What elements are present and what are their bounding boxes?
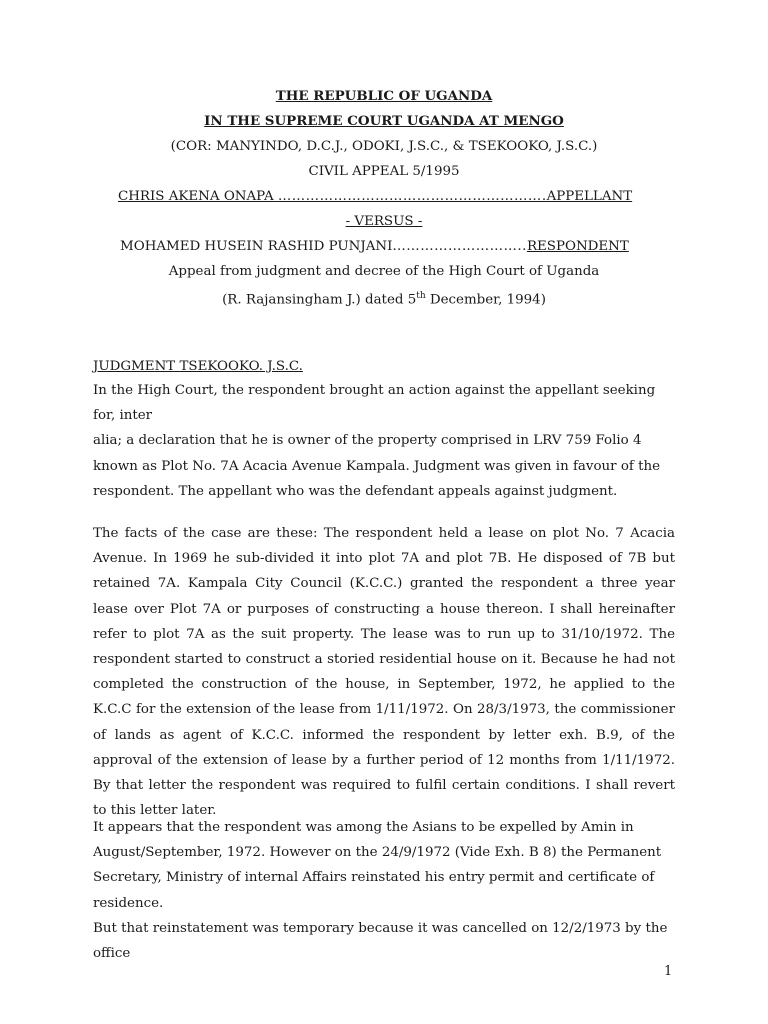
respondent-line [0,234,768,259]
appeal-from-text: Appeal from judgment and decree of the High Court of Uganda (R. Rajansingham J.) dated 5 [168,264,600,308]
respondent-name: MOHAMED HUSEIN RASHID PUNJANI [120,239,393,254]
page-number: 1 [664,964,673,979]
respondent-dots: ……………………….. [392,239,527,254]
appeal-from-note [160,259,608,312]
appellant-text [118,184,632,209]
paragraph-1-line-2: alia; a declaration that he is owner of the property comprised in LRV 759 Folio 4 [93,433,642,449]
respondent-role: RESPONDENT [526,239,629,254]
coram-line: (COR: MANYINDO, D.C.J., ODOKI, J.S.C., & TSEKOOKO, J.S.C.) [170,139,598,154]
paragraph-1 [93,378,675,504]
paragraph-1-line-3: known as Plot No. 7A Acacia Avenue Kampala. Judgment was given in favour of the [93,458,661,474]
paragraph-3-line-3: Secretary, Ministry of internal Affairs reinstated his entry permit and certificate of residence. [93,870,655,911]
versus-line: - VERSUS - [345,214,423,229]
appellant-name: CHRIS AKENA ONAPA [118,189,278,204]
paragraph-3-line-2: August/September, 1972. However on the 24/9/1972 (Vide Exh. B 8) the Permanent [93,845,662,861]
republic-heading: THE REPUBLIC OF UGANDA [275,88,493,104]
appellant-role: APPELLANT [546,189,633,204]
paragraph-2: The facts of the case are these: The respondent held a lease on plot No. 7 Acacia Avenue. In 1969 he sub-divided it into plot 7A and plot 7B. He disposed of 7B but retained 7A. Kampala City Council (K.C.C.) granted the respondent a three year lease over Plot 7A or purposes of constructing a house thereon. I shall hereinafter refer to plot 7A as the suit property. The lease was to run up to 31/10/1972. The respondent started to construct a storied residential house on it. Because he had not completed the construction of the house, in September, 1972, he applied to the K.C.C for the extension of the lease from 1/11/1972. On 28/3/1973, the commissioner of lands as agent of K.C.C. informed the respondent by letter exh. B.9, of the approval of the extension of lease by a further period of 12 months from 1/11/1972. By that letter the respondent was required to fulfil certain conditions. I shall revert to this letter later. [93,526,675,819]
respondent-text [120,234,629,259]
appellant-line [0,184,768,209]
paragraph-1-line-4: respondent. The appellant who was the defendant appeals against judgment. [93,483,618,499]
paragraph-1-line-1: In the High Court, the respondent brought an action against the appellant seeking for, inter [93,383,656,424]
appellant-dots: …………………………………………………. [277,189,547,204]
appeal-from-superscript: th [416,291,426,301]
case-header [0,84,768,312]
case-number: CIVIL APPEAL 5/1995 [308,164,460,179]
judgment-title: JUDGMENT TSEKOOKO. J.S.C. [93,359,303,374]
appeal-from-date: December, 1994) [425,292,546,308]
court-heading: IN THE SUPREME COURT UGANDA AT MENGO [204,113,564,129]
paragraph-3 [93,815,675,966]
paragraph-3-line-4: But that reinstatement was temporary because it was cancelled on 12/2/1973 by the office [93,920,668,962]
paragraph-3-line-1: It appears that the respondent was among the Asians to be expelled by Amin in [93,820,634,835]
